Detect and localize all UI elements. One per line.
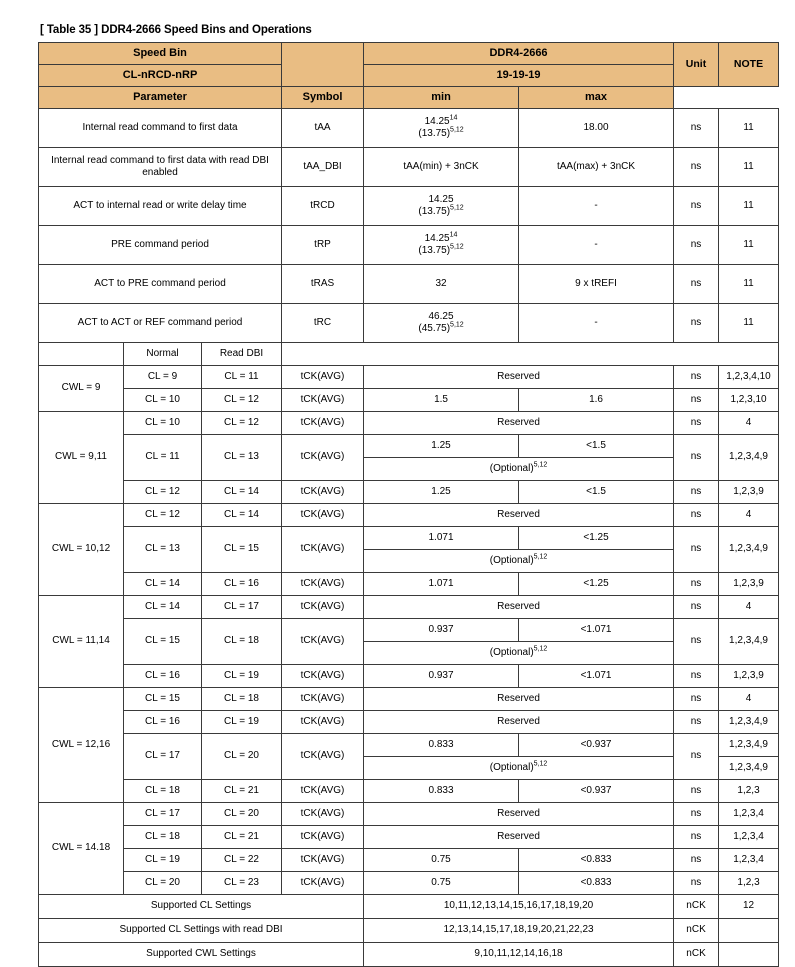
cl-min-value: 1.071: [364, 527, 519, 550]
cwl-group-label: CWL = 9,11: [39, 412, 124, 504]
cl-note: 4: [719, 504, 779, 527]
parameter-unit: ns: [674, 187, 719, 226]
cl-min-value: 0.937: [364, 619, 519, 642]
cwl-group-label: CWL = 10,12: [39, 504, 124, 596]
cl-note: 4: [719, 596, 779, 619]
table-row: [39, 780, 779, 803]
cl-normal-value: CL = 10: [124, 389, 202, 412]
cl-read-dbi-value: CL = 14: [202, 481, 282, 504]
summary-label: Supported CWL Settings: [39, 943, 364, 967]
parameter-min-value: 46.25 $(45.75)^{5,12}$: [364, 304, 519, 343]
cl-max-value: <1.5: [519, 435, 674, 458]
cl-note: 1,2,3,4: [719, 803, 779, 826]
cl-reserved-value: Reserved: [364, 412, 674, 435]
cl-unit: ns: [674, 389, 719, 412]
cl-normal-value: CL = 17: [124, 734, 202, 780]
parameter-unit: ns: [674, 226, 719, 265]
cl-symbol-value: tCK(AVG): [282, 872, 364, 895]
cl-optional-value: (Optional)$^{5,12}$: [364, 458, 674, 481]
table-row: [39, 65, 779, 87]
cl-symbol-value: tCK(AVG): [282, 504, 364, 527]
cl-note: 1,2,3,9: [719, 665, 779, 688]
table-row: [39, 665, 779, 688]
cl-unit: ns: [674, 872, 719, 895]
cl-reserved-value: Reserved: [364, 803, 674, 826]
cl-max-value: <0.937: [519, 780, 674, 803]
parameter-name: Internal read command to first data: [39, 109, 282, 148]
parameter-note: 11: [719, 187, 779, 226]
summary-label: Supported CL Settings with read DBI: [39, 919, 364, 943]
cl-unit: ns: [674, 780, 719, 803]
table-row: [39, 481, 779, 504]
parameter-max-value: tAA(max) + 3nCK: [519, 148, 674, 187]
parameter-max-value: 9 x tREFI: [519, 265, 674, 304]
cl-unit: ns: [674, 711, 719, 734]
parameter-symbol: tRCD: [282, 187, 364, 226]
summary-value: 9,10,11,12,14,16,18: [364, 943, 674, 967]
cl-reserved-value: Reserved: [364, 711, 674, 734]
parameter-symbol: tAA_DBI: [282, 148, 364, 187]
cl-min-value: 0.833: [364, 734, 519, 757]
cl-reserved-value: Reserved: [364, 366, 674, 389]
cl-min-value: 0.833: [364, 780, 519, 803]
cl-min-value: 1.5: [364, 389, 519, 412]
parameter-max-value: -: [519, 226, 674, 265]
cl-normal-value: CL = 17: [124, 803, 202, 826]
parameter-min-value: 32: [364, 265, 519, 304]
header-symbol-label: Symbol: [282, 87, 364, 109]
header-parameter-label: Parameter: [39, 87, 282, 109]
cl-min-value: 0.937: [364, 665, 519, 688]
table-row: [39, 304, 779, 343]
cl-unit: ns: [674, 688, 719, 711]
parameter-note: 11: [719, 304, 779, 343]
cl-read-dbi-value: CL = 19: [202, 665, 282, 688]
parameter-unit: ns: [674, 265, 719, 304]
parameter-symbol: tRAS: [282, 265, 364, 304]
cl-read-dbi-value: CL = 20: [202, 803, 282, 826]
cl-symbol-value: tCK(AVG): [282, 711, 364, 734]
table-row: [39, 412, 779, 435]
cl-normal-value: CL = 9: [124, 366, 202, 389]
parameter-note: 11: [719, 226, 779, 265]
cwl-group-label: CWL = 9: [39, 366, 124, 412]
parameter-max-value: 18.00: [519, 109, 674, 148]
cl-header-normal: Normal: [124, 343, 202, 366]
cl-max-value: <1.071: [519, 665, 674, 688]
cl-note: 1,2,3,4,10: [719, 366, 779, 389]
table-row: [39, 688, 779, 711]
cl-unit: ns: [674, 619, 719, 665]
cl-note: 1,2,3,4,9: [719, 619, 779, 665]
table-row: [39, 734, 779, 757]
cl-normal-value: CL = 15: [124, 619, 202, 665]
cl-read-dbi-value: CL = 17: [202, 596, 282, 619]
cl-symbol-value: tCK(AVG): [282, 688, 364, 711]
parameter-min-value: 14.25 $(13.75)^{5,12}$: [364, 187, 519, 226]
parameter-note: 11: [719, 265, 779, 304]
cl-max-value: <0.937: [519, 734, 674, 757]
cl-read-dbi-value: CL = 11: [202, 366, 282, 389]
cl-note: 1,2,3,4,9: [719, 734, 779, 757]
cl-normal-value: CL = 13: [124, 527, 202, 573]
cl-symbol-value: tCK(AVG): [282, 412, 364, 435]
header-symbol-blank: [282, 43, 364, 87]
table-row: [39, 849, 779, 872]
cl-symbol-value: tCK(AVG): [282, 435, 364, 481]
summary-value: 12,13,14,15,17,18,19,20,21,22,23: [364, 919, 674, 943]
cl-symbol-value: tCK(AVG): [282, 389, 364, 412]
cl-max-value: <0.833: [519, 849, 674, 872]
cl-unit: ns: [674, 596, 719, 619]
table-row: [39, 148, 779, 187]
cl-read-dbi-value: CL = 14: [202, 504, 282, 527]
cl-max-value: 1.6: [519, 389, 674, 412]
cl-unit: ns: [674, 504, 719, 527]
summary-unit: nCK: [674, 943, 719, 967]
cl-note: 1,2,3,4,9: [719, 711, 779, 734]
table-row: [39, 226, 779, 265]
cl-symbol-value: tCK(AVG): [282, 573, 364, 596]
header-cl-nrcd-nrp-label: CL-nRCD-nRP: [39, 65, 282, 87]
cl-read-dbi-value: CL = 21: [202, 826, 282, 849]
cl-note: 1,2,3: [719, 780, 779, 803]
header-speed-bin-label: Speed Bin: [39, 43, 282, 65]
cl-min-value: 1.25: [364, 435, 519, 458]
table-row: [39, 826, 779, 849]
cl-max-value: <1.5: [519, 481, 674, 504]
cl-normal-value: CL = 20: [124, 872, 202, 895]
cl-normal-value: CL = 12: [124, 481, 202, 504]
cl-symbol-value: tCK(AVG): [282, 665, 364, 688]
table-row: [39, 435, 779, 458]
summary-note: [719, 943, 779, 967]
parameter-symbol: tRC: [282, 304, 364, 343]
cl-unit: ns: [674, 849, 719, 872]
cl-unit: ns: [674, 366, 719, 389]
cl-note: 4: [719, 688, 779, 711]
table-row: [39, 366, 779, 389]
summary-unit: nCK: [674, 895, 719, 919]
summary-value: 10,11,12,13,14,15,16,17,18,19,20: [364, 895, 674, 919]
parameter-min-value: tAA(min) + 3nCK: [364, 148, 519, 187]
table-row: [39, 573, 779, 596]
cl-read-dbi-value: CL = 21: [202, 780, 282, 803]
cl-read-dbi-value: CL = 22: [202, 849, 282, 872]
cl-max-value: <1.25: [519, 573, 674, 596]
parameter-note: 11: [719, 148, 779, 187]
header-unit-label: Unit: [674, 43, 719, 87]
cl-optional-value: (Optional)$^{5,12}$: [364, 757, 674, 780]
cl-symbol-value: tCK(AVG): [282, 826, 364, 849]
parameter-unit: ns: [674, 109, 719, 148]
cl-note: 1,2,3,4,9: [719, 527, 779, 573]
header-speed-bin-value: DDR4-2666: [364, 43, 674, 65]
cl-note: 1,2,3,9: [719, 481, 779, 504]
cl-symbol-value: tCK(AVG): [282, 780, 364, 803]
table-row: [39, 343, 779, 366]
cwl-group-label: CWL = 12,16: [39, 688, 124, 803]
table-row: [39, 43, 779, 65]
cl-note: 1,2,3,4,9: [719, 757, 779, 780]
cwl-corner-blank: [39, 343, 124, 366]
table-row: [39, 803, 779, 826]
cl-unit: ns: [674, 665, 719, 688]
cl-note: 1,2,3: [719, 872, 779, 895]
cl-note: 1,2,3,4,9: [719, 435, 779, 481]
cl-read-dbi-value: CL = 12: [202, 412, 282, 435]
cl-symbol-value: tCK(AVG): [282, 849, 364, 872]
cl-read-dbi-value: CL = 23: [202, 872, 282, 895]
parameter-name: ACT to PRE command period: [39, 265, 282, 304]
cl-symbol-value: tCK(AVG): [282, 596, 364, 619]
parameter-max-value: -: [519, 187, 674, 226]
table-row: [39, 265, 779, 304]
table-row: [39, 527, 779, 550]
parameter-name: Internal read command to first data with read DBI enabled: [39, 148, 282, 187]
summary-label: Supported CL Settings: [39, 895, 364, 919]
cl-unit: ns: [674, 573, 719, 596]
parameter-note: 11: [719, 109, 779, 148]
cl-read-dbi-value: CL = 12: [202, 389, 282, 412]
cl-read-dbi-value: CL = 15: [202, 527, 282, 573]
table-title: [ Table 35 ] DDR4-2666 Speed Bins and Operations: [40, 24, 312, 36]
table-row: [39, 109, 779, 148]
cl-note: 1,2,3,9: [719, 573, 779, 596]
cl-unit: ns: [674, 803, 719, 826]
cl-reserved-value: Reserved: [364, 596, 674, 619]
parameter-max-value: -: [519, 304, 674, 343]
table-row: [39, 187, 779, 226]
cl-normal-value: CL = 18: [124, 780, 202, 803]
table-row: [39, 895, 779, 919]
cl-unit: ns: [674, 826, 719, 849]
cl-normal-value: CL = 10: [124, 412, 202, 435]
header-min-label: min: [364, 87, 519, 109]
cl-note: 1,2,3,4: [719, 826, 779, 849]
cl-read-dbi-value: CL = 19: [202, 711, 282, 734]
cl-read-dbi-value: CL = 18: [202, 688, 282, 711]
cl-min-value: 1.071: [364, 573, 519, 596]
parameter-min-value: 14.25$^{14}$ $(13.75)^{5,12}$: [364, 109, 519, 148]
parameter-unit: ns: [674, 304, 719, 343]
cl-symbol-value: tCK(AVG): [282, 803, 364, 826]
summary-note: 12: [719, 895, 779, 919]
cl-read-dbi-value: CL = 16: [202, 573, 282, 596]
table-row: [39, 619, 779, 642]
cwl-group-label: CWL = 11,14: [39, 596, 124, 688]
cl-note: 1,2,3,4: [719, 849, 779, 872]
cl-normal-value: CL = 16: [124, 711, 202, 734]
table-row: [39, 87, 779, 109]
parameter-min-value: 14.25$^{14}$ $(13.75)^{5,12}$: [364, 226, 519, 265]
cl-symbol-value: tCK(AVG): [282, 481, 364, 504]
parameter-name: PRE command period: [39, 226, 282, 265]
cl-normal-value: CL = 18: [124, 826, 202, 849]
parameter-name: ACT to internal read or write delay time: [39, 187, 282, 226]
cwl-group-label: CWL = 14.18: [39, 803, 124, 895]
header-note-label: NOTE: [719, 43, 779, 87]
cl-max-value: <1.25: [519, 527, 674, 550]
cl-read-dbi-value: CL = 20: [202, 734, 282, 780]
parameter-symbol: tRP: [282, 226, 364, 265]
cl-symbol-value: tCK(AVG): [282, 734, 364, 780]
cl-symbol-value: tCK(AVG): [282, 527, 364, 573]
cl-note: 4: [719, 412, 779, 435]
cl-reserved-value: Reserved: [364, 826, 674, 849]
parameter-name: ACT to ACT or REF command period: [39, 304, 282, 343]
table-row: [39, 596, 779, 619]
cl-read-dbi-value: CL = 18: [202, 619, 282, 665]
cl-max-value: <1.071: [519, 619, 674, 642]
cl-optional-value: (Optional)$^{5,12}$: [364, 642, 674, 665]
cl-min-value: 1.25: [364, 481, 519, 504]
table-row: [39, 943, 779, 967]
cl-unit: ns: [674, 435, 719, 481]
cl-normal-value: CL = 14: [124, 596, 202, 619]
speed-bin-table: [38, 42, 779, 967]
cl-normal-value: CL = 11: [124, 435, 202, 481]
summary-unit: nCK: [674, 919, 719, 943]
cl-normal-value: CL = 19: [124, 849, 202, 872]
table-row: [39, 919, 779, 943]
cl-min-value: 0.75: [364, 849, 519, 872]
table-row: [39, 389, 779, 412]
table-row: [39, 504, 779, 527]
cl-reserved-value: Reserved: [364, 504, 674, 527]
cl-normal-value: CL = 12: [124, 504, 202, 527]
header-max-label: max: [519, 87, 674, 109]
cl-read-dbi-value: CL = 13: [202, 435, 282, 481]
cl-header-read-dbi: Read DBI: [202, 343, 282, 366]
parameter-unit: ns: [674, 148, 719, 187]
cl-unit: ns: [674, 412, 719, 435]
cl-normal-value: CL = 16: [124, 665, 202, 688]
cl-min-value: 0.75: [364, 872, 519, 895]
cl-max-value: <0.833: [519, 872, 674, 895]
table-row: [39, 711, 779, 734]
cl-header-blank: [282, 343, 779, 366]
summary-note: [719, 919, 779, 943]
cl-optional-value: (Optional)$^{5,12}$: [364, 550, 674, 573]
cl-symbol-value: tCK(AVG): [282, 366, 364, 389]
cl-note: 1,2,3,10: [719, 389, 779, 412]
cl-reserved-value: Reserved: [364, 688, 674, 711]
parameter-symbol: tAA: [282, 109, 364, 148]
table-row: [39, 872, 779, 895]
cl-unit: ns: [674, 481, 719, 504]
header-cl-nrcd-nrp-value: 19-19-19: [364, 65, 674, 87]
cl-unit: ns: [674, 527, 719, 573]
cl-normal-value: CL = 14: [124, 573, 202, 596]
cl-normal-value: CL = 15: [124, 688, 202, 711]
cl-unit: ns: [674, 734, 719, 780]
cl-symbol-value: tCK(AVG): [282, 619, 364, 665]
